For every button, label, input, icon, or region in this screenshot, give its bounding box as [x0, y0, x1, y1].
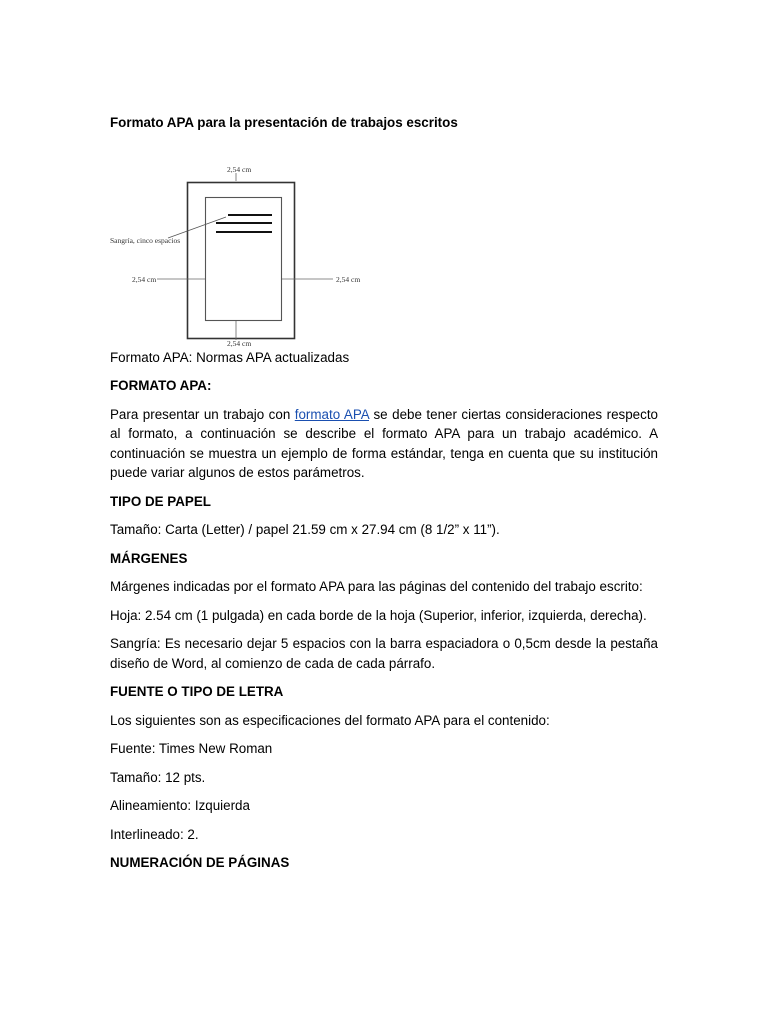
- right-margin-label: 2,54 cm: [336, 274, 361, 284]
- intro-text-after: se debe tener ciertas consideraciones respecto al formato, a continuación se describe el formato APA para un trabajo académico. A continuación se muestra un ejemplo de forma estándar, tenga en cuenta que su institución puede variar algunos de estos parámetros.: [110, 406, 658, 480]
- fuente-nombre-paragraph: Fuente: Times New Roman: [110, 741, 273, 756]
- bottom-margin-label: 2,54 cm: [227, 338, 252, 348]
- indent-pointer-line: [168, 217, 226, 238]
- apa-margins-diagram: [110, 143, 370, 348]
- document-title: Formato APA para la presentación de trabajos escritos: [110, 115, 458, 130]
- fuente-interlineado-paragraph: Interlineado: 2.: [110, 826, 199, 842]
- figure-caption: Formato APA: Normas APA actualizadas: [110, 349, 350, 365]
- margenes-intro-paragraph: Márgenes indicadas por el formato APA para las páginas del contenido del trabajo escrito:: [110, 579, 643, 594]
- heading-numeracion: NUMERACIÓN DE PÁGINAS: [110, 855, 290, 870]
- papel-paragraph: Tamaño: Carta (Letter) / papel 21.59 cm x 27.94 cm (8 1/2” x 11”).: [110, 522, 500, 537]
- outer-page-rect: [188, 182, 295, 338]
- fuente-intro-paragraph: Los siguientes son as especificaciones del formato APA para el contenido:: [110, 712, 550, 728]
- fuente-alineamiento-paragraph: Alineamiento: Izquierda: [110, 798, 250, 813]
- fuente-tamano-paragraph: Tamaño: 12 pts.: [110, 769, 206, 785]
- margenes-sangria-paragraph: Sangría: Es necesario dejar 5 espacios con la barra espaciadora o 0,5cm desde la pestaña diseño de Word, al comienzo de cada de cada párrafo.: [110, 636, 658, 671]
- heading-fuente: FUENTE O TIPO DE LETRA: [110, 684, 284, 699]
- indent-label: Sangría, cinco espacios: [110, 235, 181, 245]
- left-margin-label: 2,54 cm: [132, 274, 157, 284]
- formato-apa-link[interactable]: formato APA: [294, 406, 369, 422]
- document-content: [110, 113, 658, 882]
- intro-text-before: Para presentar un trabajo con: [110, 406, 295, 422]
- heading-tipo-papel: TIPO DE PAPEL: [110, 493, 211, 509]
- top-margin-label: 2,54 cm: [227, 164, 252, 174]
- intro-paragraph: [110, 405, 658, 483]
- heading-formato-apa: FORMATO APA:: [110, 378, 212, 393]
- margenes-hoja-paragraph: Hoja: 2.54 cm (1 pulgada) en cada borde de la hoja (Superior, inferior, izquierda, derecha).: [110, 607, 647, 623]
- heading-margenes: MÁRGENES: [110, 550, 188, 566]
